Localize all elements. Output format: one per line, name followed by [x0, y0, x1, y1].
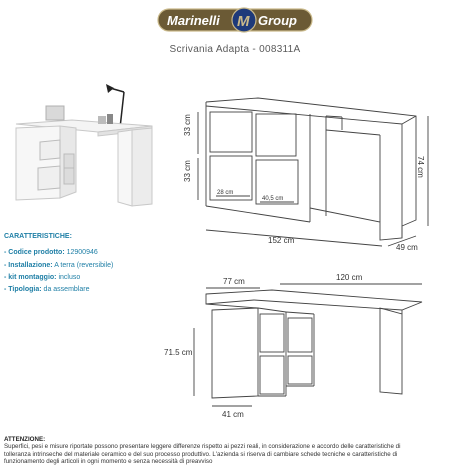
spec-row: - kit montaggio: incluso [4, 273, 81, 281]
dim-depth: 49 cm [396, 243, 418, 252]
dim-total-height: 74 cm [416, 156, 425, 178]
warning-heading: ATTENZIONE: [4, 436, 46, 443]
warning-line: Superfici, pesi e misure riportate possono presentare leggere differenze rispetto ai pezzi reali, in considerazione e accordo delle caratteristiche di [4, 443, 401, 451]
warning-line: tolleranza intrinseche del materiale ceramico e del suo processo produttivo. L'azienda si riserva di cambiare schede tecniche e caratteristiche di [4, 450, 398, 458]
product-title: Scrivania Adapta - 008311A [169, 44, 301, 55]
specs-heading: CARATTERISTICHE: [4, 233, 72, 240]
dim-total-width: 152 cm [268, 236, 295, 245]
dim-top-width: 120 cm [336, 273, 363, 282]
spec-row: - Codice prodotto: 12900946 [4, 249, 98, 257]
spec-row: - Tipologia: da assemblare [4, 286, 90, 294]
dim-inner-large: 40,5 cm [262, 196, 284, 202]
dim-left-depth: 77 cm [223, 277, 245, 286]
spec-row: - Installazione: A terra (reversibile) [4, 261, 114, 269]
dim-inner-small: 28 cm [217, 190, 234, 196]
warning-block [4, 436, 468, 465]
brand-logo [157, 7, 313, 33]
warning-line: funzionamento degli articoli in ogni momento e senza necessità di preavviso [4, 457, 213, 465]
dim-height-lower: 33 cm [183, 160, 192, 182]
dim-base-depth: 41 cm [222, 410, 244, 419]
brand-name-left: Marinelli [167, 13, 220, 28]
dim-height-upper: 33 cm [183, 114, 192, 136]
product-photo [2, 78, 162, 208]
dim-height: 71.5 cm [164, 348, 193, 357]
specs-block [4, 231, 204, 296]
svg-text:M: M [237, 13, 250, 30]
brand-name-right: Group [258, 13, 297, 28]
